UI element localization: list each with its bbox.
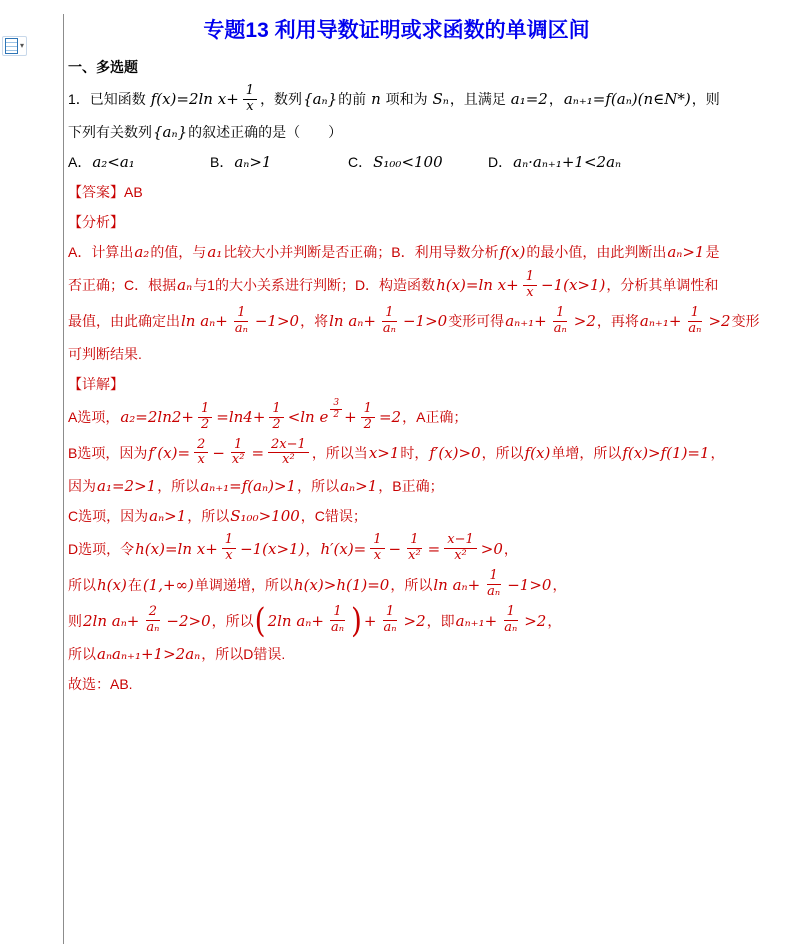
fraction-denominator: aₙ (234, 320, 248, 336)
text-line (68, 600, 767, 640)
fraction (405, 533, 424, 564)
text-run: ，再将 (596, 313, 639, 330)
math-run: = (251, 443, 265, 462)
text-run: ，所以D错误. (201, 645, 286, 662)
text-run: 可判断结果. (68, 346, 142, 363)
page-title: 专题13 利用导数证明或求函数的单调区间 (203, 19, 590, 42)
text-run: ， (552, 576, 567, 593)
text-line (68, 473, 767, 498)
fraction (328, 605, 347, 636)
text-run: 变形 (731, 313, 760, 330)
math-run: aₙaₙ₊₁+1>2aₙ (97, 644, 201, 663)
math-run: − (212, 443, 225, 462)
fraction-denominator: 2 (200, 416, 210, 432)
text-run: 在 (127, 576, 142, 593)
options-row (68, 150, 767, 175)
fraction-denominator: 2 (333, 409, 340, 420)
text-line (68, 240, 767, 265)
math-run: aₙ₊₁=f(aₙ)>1 (200, 476, 297, 495)
fraction-numerator: 1 (269, 402, 283, 418)
option-B (210, 152, 348, 172)
fraction-numerator: 1 (553, 306, 567, 322)
text-run: A．计算出 (68, 244, 134, 261)
fraction-denominator: aₙ (330, 620, 344, 636)
math-run: a₁ (207, 243, 223, 262)
math-run: aₙ₊₁=f(aₙ)(n∈N*) (563, 90, 691, 109)
text-run: 单调递增，所以 (194, 576, 293, 593)
fraction (523, 270, 537, 301)
text-run: 【详解】 (68, 376, 124, 393)
fraction-denominator: aₙ (487, 584, 501, 600)
math-run: + (344, 408, 357, 427)
text-line (68, 438, 767, 469)
text-line (68, 372, 767, 397)
math-run: >2 (403, 611, 426, 630)
math-run: −1(x>1) (541, 276, 606, 295)
superscript-fraction (330, 398, 342, 420)
math-run: x>1 (368, 443, 400, 462)
fraction-numerator: 3 (330, 398, 342, 409)
math-run: Sₙ (432, 90, 449, 109)
math-run: ln aₙ+ (181, 312, 228, 331)
math-run: −1(x>1) (240, 539, 305, 558)
math-run: S₁₀₀>100 (230, 506, 300, 525)
math-run: h(x) (97, 575, 127, 594)
fraction (269, 402, 283, 433)
text-run: ，即 (426, 612, 455, 629)
math-run: ln aₙ+ (433, 575, 481, 594)
math-run: h′(x)= (320, 539, 367, 558)
text-run: 则 (68, 612, 82, 629)
math-run: aₙ>1 (234, 153, 272, 172)
fraction-numerator: 1 (231, 438, 245, 454)
fraction-numerator: 1 (487, 569, 501, 585)
text-run: 所以 (68, 645, 96, 662)
text-run: ，分析其单调性和 (606, 277, 719, 294)
text-line (68, 210, 767, 235)
text-run: 最值，由此确定出 (68, 313, 180, 330)
fraction (484, 569, 503, 600)
math-run: −2>0 (166, 611, 211, 630)
fraction-denominator: aₙ (382, 320, 396, 336)
fraction (361, 402, 375, 433)
fraction-numerator: 1 (198, 402, 212, 418)
math-run: f′(x)= (148, 443, 191, 462)
math-run: f(x) (524, 443, 551, 462)
math-run: >2 (708, 312, 731, 331)
text-line (68, 306, 767, 337)
math-run: a₂<a₁ (92, 153, 135, 172)
fraction-numerator: 2x−1 (268, 438, 309, 454)
text-run: A选项， (68, 409, 120, 426)
text-boundary-line (63, 14, 64, 944)
text-run: ， (503, 540, 518, 557)
text-run: ，所以当 (311, 444, 368, 461)
text-run: 时， (400, 444, 429, 461)
text-run: 的值，与 (150, 244, 207, 261)
fraction-denominator: x² (408, 548, 421, 564)
fraction-denominator: x (225, 548, 233, 564)
text-run: 因为 (68, 477, 96, 494)
fraction (381, 605, 400, 636)
fraction-denominator: aₙ (504, 620, 518, 636)
text-run: 1．已知函数 (68, 91, 150, 108)
dropdown-caret-icon: ▾ (20, 41, 25, 50)
fraction (232, 306, 251, 337)
fraction (370, 533, 384, 564)
text-run: 否正确；C．根据 (68, 277, 177, 294)
text-run: 的前 (338, 91, 371, 108)
math-run: h(x)=ln x+ (436, 276, 519, 295)
text-line (68, 84, 767, 115)
text-run: C． (348, 154, 373, 171)
fraction-numerator: 1 (504, 605, 518, 621)
fraction (198, 402, 212, 433)
fraction-denominator: x (526, 284, 534, 300)
text-run: ，所以 (390, 576, 433, 593)
document-icon (5, 38, 18, 54)
fraction-numerator: 1 (407, 533, 421, 549)
option-C (348, 152, 488, 172)
math-run: <ln e (287, 408, 329, 427)
fraction-denominator: x (197, 452, 205, 468)
text-line (68, 342, 767, 367)
math-run: aₙ (177, 276, 193, 295)
fraction (444, 533, 477, 564)
math-run: f(x) (499, 243, 526, 262)
math-run: a₂=2ln2+ (120, 408, 194, 427)
text-run: D． (488, 154, 513, 171)
math-run: aₙ>1 (667, 243, 705, 262)
text-line (68, 180, 767, 205)
text-run: ，所以 (187, 507, 230, 524)
math-run: f(x)>f(1)=1 (622, 443, 710, 462)
text-line (68, 54, 767, 79)
math-run: aₙ>1 (340, 476, 378, 495)
math-run: aₙ·aₙ₊₁+1<2aₙ (513, 153, 622, 172)
fraction-denominator: x (246, 98, 254, 114)
fraction-numerator: 1 (234, 306, 248, 322)
text-run: 【分析】 (68, 214, 124, 231)
math-run: + (363, 611, 377, 630)
text-run: ，所以 (157, 477, 200, 494)
text-line (68, 398, 767, 433)
fraction-denominator: x² (231, 452, 245, 468)
text-run: ，且满足 (449, 91, 510, 108)
document-content (0, 54, 793, 696)
fraction (243, 84, 257, 115)
document-icon-button[interactable] (2, 36, 27, 56)
text-run: ，所以 (481, 444, 524, 461)
fraction-denominator: aₙ (553, 320, 567, 336)
math-run: ln aₙ+ (329, 312, 376, 331)
fraction (268, 438, 309, 469)
text-run: ，B正确； (378, 477, 444, 494)
math-run: a₂ (134, 243, 150, 262)
text-run: ，将 (300, 313, 329, 330)
text-line (68, 503, 767, 528)
text-run: ， (547, 612, 562, 629)
math-run: =ln4+ (216, 408, 266, 427)
fraction-numerator: 1 (222, 533, 236, 549)
text-line (68, 120, 767, 145)
text-run: 变形可得 (448, 313, 505, 330)
fraction (194, 438, 208, 469)
fraction-denominator: x (373, 548, 382, 564)
text-run: ， (710, 444, 725, 461)
math-run: (1,+∞) (142, 575, 194, 594)
text-line (68, 641, 767, 666)
fraction-denominator: aₙ (146, 620, 160, 636)
fraction-numerator: 1 (243, 84, 257, 100)
math-run: = (427, 539, 441, 558)
fraction-denominator: aₙ (383, 620, 397, 636)
text-run: 项和为 (381, 91, 432, 108)
text-run: D选项，令 (68, 540, 135, 557)
fraction (501, 605, 520, 636)
text-line (68, 569, 767, 600)
fraction-denominator: x² (282, 452, 295, 468)
math-run: −1>0 (402, 312, 448, 331)
text-line (68, 533, 767, 564)
math-run: h(x)>h(1)=0 (293, 575, 390, 594)
math-run: aₙ₊₁+ (639, 312, 682, 331)
text-run: 与1的大小关系进行判断；D．构造函数 (193, 277, 436, 294)
text-run: B选项，因为 (68, 444, 148, 461)
fraction (229, 438, 248, 469)
math-run: a₁=2>1 (97, 476, 157, 495)
math-run: =2 (378, 408, 402, 427)
text-run: 下列有关数列 (68, 124, 152, 141)
option-D (488, 152, 622, 172)
math-run: 2ln aₙ+ (267, 611, 324, 630)
page (0, 14, 793, 944)
text-run: B． (210, 154, 234, 171)
big-paren: ( (254, 600, 266, 640)
fraction (685, 306, 704, 337)
fraction-numerator: 2 (194, 438, 208, 454)
text-line (68, 270, 767, 301)
text-run: ， (548, 91, 563, 108)
fraction-numerator: 1 (382, 306, 396, 322)
fraction-denominator: aₙ (688, 320, 702, 336)
text-run: 【答案】AB (68, 184, 143, 201)
fraction-numerator: 1 (523, 270, 537, 286)
fraction (222, 533, 236, 564)
math-run: >2 (524, 611, 547, 630)
math-run: aₙ₊₁+ (505, 312, 547, 331)
text-run: 所以 (68, 576, 96, 593)
text-run: ， (305, 540, 320, 557)
text-run: ，数列 (260, 91, 303, 108)
math-run: 2ln aₙ+ (83, 611, 140, 630)
text-run: 的最小值，由此判断出 (526, 244, 667, 261)
text-run: ，则 (691, 91, 720, 108)
fraction-numerator: x−1 (444, 533, 477, 549)
option-A (68, 152, 210, 172)
text-run: 故选：AB. (68, 675, 133, 692)
fraction-denominator: 2 (363, 416, 372, 432)
fraction-denominator: 2 (272, 416, 281, 432)
fraction-numerator: 1 (383, 605, 397, 621)
text-run: ，所以 (211, 612, 254, 629)
text-run: 比较大小并判断是否正确；B．利用导数分析 (223, 244, 499, 261)
fraction (143, 605, 162, 636)
fraction-numerator: 1 (370, 533, 384, 549)
fraction-denominator: x² (454, 548, 467, 564)
math-run: h(x)=ln x+ (135, 539, 218, 558)
math-run: f′(x)>0 (429, 443, 481, 462)
text-line (68, 671, 767, 696)
math-run: S₁₀₀<100 (373, 153, 443, 172)
math-run: −1>0 (507, 575, 552, 594)
text-run: 的叙述正确的是（ ） (188, 124, 343, 141)
math-run: −1>0 (254, 312, 300, 331)
math-run: f(x)=2ln x+ (150, 90, 239, 109)
math-run: − (388, 539, 402, 558)
fraction-numerator: 1 (361, 402, 375, 418)
math-run: aₙ₊₁+ (455, 611, 498, 630)
fraction (551, 306, 570, 337)
big-paren: ) (350, 600, 362, 640)
math-run: a₁=2 (510, 90, 548, 109)
text-run: C选项，因为 (68, 507, 149, 524)
math-run: n (371, 90, 381, 109)
fraction (380, 306, 399, 337)
text-run: 单增，所以 (551, 444, 622, 461)
math-run: {aₙ} (153, 123, 188, 142)
text-run: 是 (705, 244, 720, 261)
math-run: >0 (480, 539, 503, 558)
text-run: 一、多选题 (68, 58, 138, 75)
text-run: ，所以 (297, 477, 340, 494)
math-run: {aₙ} (303, 90, 338, 109)
text-run: ，C错误； (300, 507, 367, 524)
fraction-numerator: 1 (688, 306, 702, 322)
math-run: >2 (573, 312, 596, 331)
fraction-numerator: 2 (146, 605, 160, 621)
fraction-numerator: 1 (330, 605, 344, 621)
math-run: aₙ>1 (149, 506, 187, 525)
text-run: A． (68, 154, 92, 171)
text-run: ，A正确； (402, 409, 468, 426)
